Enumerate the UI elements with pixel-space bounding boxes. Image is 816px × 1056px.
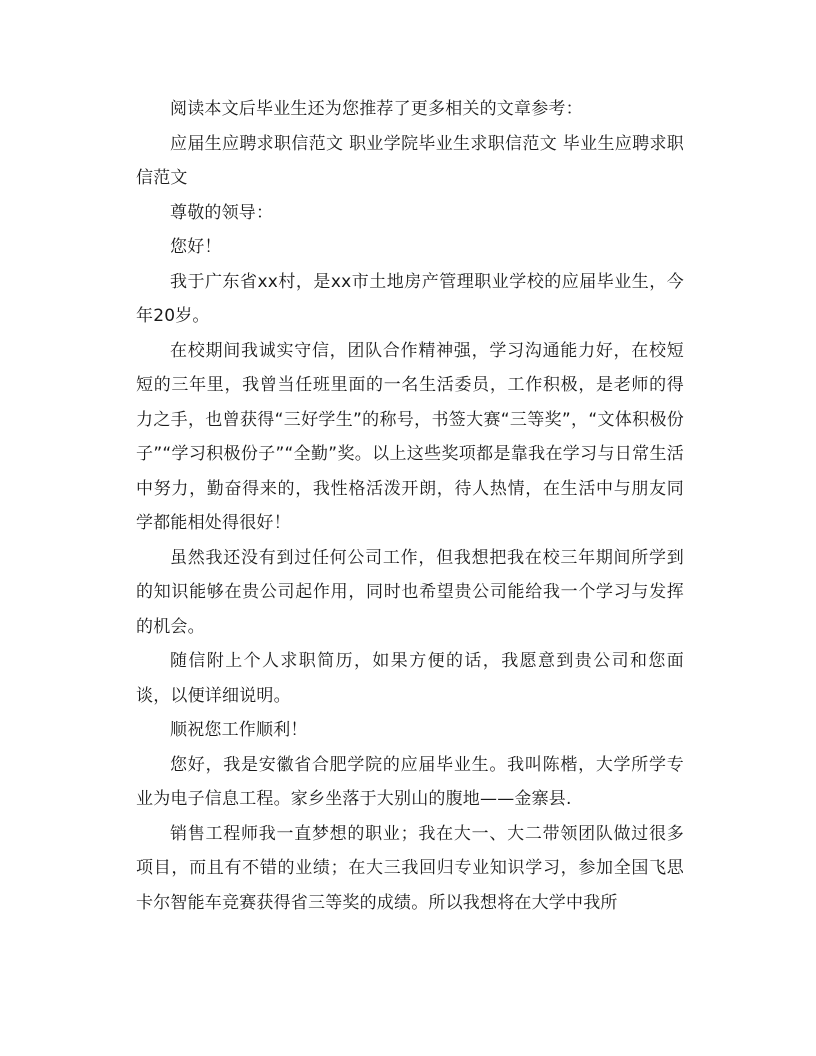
related-articles: 应届生应聘求职信范文 职业学院毕业生求职信范文 毕业生应聘求职信范文 [136,133,684,188]
document-body [136,92,684,920]
closing-wish: 顺祝您工作顺利！ [170,720,308,740]
paragraph-school-life: 在校期间我诚实守信，团队合作精神强，学习沟通能力好，在校短短的三年里，我曾当任班里面的一名生活委员，工作积极，是老师的得力之手，也曾获得“三好学生”的称号，书签大赛“三等奖”，“文体积极份子”“学习积极份子”“全勤”奖。以上这些奖项都是靠我在学习与日常生活中努力，勤奋得来的，我性格活泼开朗，待人热情，在生活中与朋友同学都能相处得很好！ [136,340,684,533]
paragraph-career-goal: 销售工程师我一直梦想的职业；我在大一、大二带领团队做过很多项目，而且有不错的业绩；在大三我回归专业知识学习，参加全国飞思卡尔智能车竞赛获得省三等奖的成绩。所以我想将在大学中我所 [136,823,684,913]
paragraph-aspiration: 虽然我还没有到过任何公司工作，但我想把我在校三年期间所学到的知识能够在贵公司起作用，同时也希望贵公司能给我一个学习与发挥的机会。 [136,547,684,637]
greeting: 您好！ [170,237,222,257]
salutation: 尊敬的领导： [170,202,274,223]
intro-line: 阅读本文后毕业生还为您推荐了更多相关的文章参考： [170,99,583,119]
paragraph-second-letter: 您好，我是安徽省合肥学院的应届毕业生。我叫陈楷，大学所学专业为电子信息工程。家乡坐落于大别山的腹地——金寨县. [136,754,684,809]
paragraph-resume: 随信附上个人求职简历，如果方便的话，我愿意到贵公司和您面谈，以便详细说明。 [136,651,684,706]
paragraph-self-intro: 我于广东省xx村，是xx市土地房产管理职业学校的应届毕业生，今年20岁。 [136,271,684,326]
